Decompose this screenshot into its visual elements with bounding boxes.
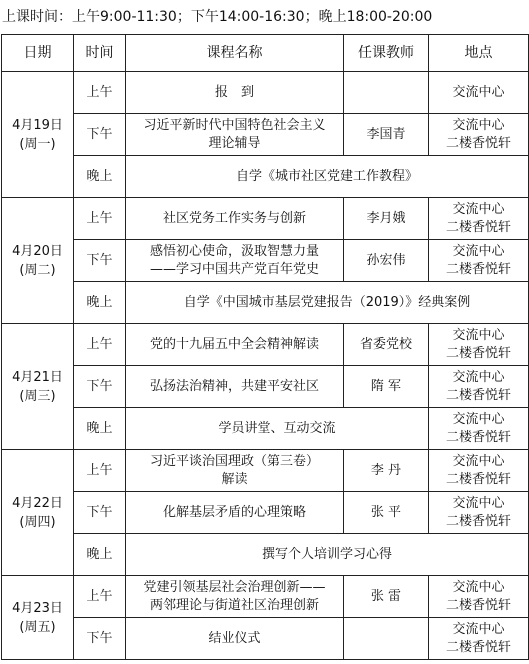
teacher-cell: 隋 军 [344,366,429,408]
col-header-date: 日期 [2,35,74,72]
teacher-cell: 省委党校 [344,324,429,366]
course-cell-wide [126,408,429,450]
time-cell: 下午 [74,114,126,156]
table-row [2,534,529,576]
table-row [2,198,529,240]
course-cell [126,198,344,240]
date-text: 4月21日 [12,369,63,385]
weekday-text: (周四) [19,514,56,530]
course-cell [126,576,344,618]
weekday-text: (周三) [19,388,56,404]
place-cell [429,72,529,114]
place-cell [429,492,529,534]
time-cell: 下午 [74,366,126,408]
course-cell [126,450,344,492]
course-line: 报 到 [214,84,254,100]
date-cell [2,576,74,660]
time-cell: 下午 [74,492,126,534]
class-time-line: 上课时间：上午9:00-11:30；下午14:00-16:30；晚上18:00-20:00 [2,9,433,25]
table-row [2,492,529,534]
teacher-cell: 张 平 [344,492,429,534]
place-line: 交流中心 [452,579,505,595]
time-cell: 上午 [74,324,126,366]
course-line: 党的十九届五中全会精神解读 [149,336,319,352]
course-line: 习近平谈治国理政（第三卷） [149,453,319,469]
place-cell [429,408,529,450]
table-row [2,72,529,114]
course-line: 社区党务工作实务与创新 [162,210,306,226]
date-text: 4月22日 [12,495,63,511]
place-line: 交流中心 [452,84,505,100]
course-line: 撰写个人培训学习心得 [261,546,392,562]
table-row [2,114,529,156]
place-line: 交流中心 [452,243,505,259]
place-line: 二楼香悦轩 [445,219,511,235]
place-line: 二楼香悦轩 [445,135,511,151]
place-cell [429,450,529,492]
course-cell-wide [126,156,529,198]
teacher-cell: 李 丹 [344,450,429,492]
place-cell [429,198,529,240]
course-line: 自学《中国城市基层党建报告（2019）》经典案例 [183,294,471,310]
col-header-place: 地点 [429,35,529,72]
time-cell: 下午 [74,240,126,282]
weekday-text: (周二) [19,262,56,278]
course-line: 两邻理论与街道社区治理创新 [149,597,319,613]
course-line: 化解基层矛盾的心理策略 [162,504,306,520]
date-cell [2,450,74,576]
table-row [2,618,529,660]
teacher-cell [344,618,429,660]
course-cell-wide [126,282,529,324]
teacher-cell: 李国青 [344,114,429,156]
course-line: 理论辅导 [208,135,261,151]
time-cell: 晚上 [74,156,126,198]
course-cell [126,324,344,366]
place-cell [429,324,529,366]
course-cell [126,114,344,156]
table-row [2,240,529,282]
teacher-cell [344,72,429,114]
place-line: 交流中心 [452,369,505,385]
weekday-text: (周一) [19,136,56,152]
course-cell [126,72,344,114]
place-cell [429,240,529,282]
date-cell [2,72,74,198]
time-cell: 上午 [74,72,126,114]
course-cell [126,492,344,534]
course-line: 党建引领基层社会治理创新—— [143,579,326,595]
course-cell [126,366,344,408]
course-line: ——学习中国共产党百年党史 [149,261,319,277]
time-cell: 上午 [74,450,126,492]
place-line: 二楼香悦轩 [445,597,511,613]
course-line: 学员讲堂、互动交流 [218,420,336,436]
course-cell [126,240,344,282]
place-line: 交流中心 [452,453,505,469]
table-row [2,450,529,492]
place-line: 二楼香悦轩 [445,345,511,361]
place-line: 交流中心 [452,411,505,427]
header-row [2,35,529,72]
col-header-teacher: 任课教师 [344,35,429,72]
course-line: 弘扬法治精神，共建平安社区 [149,378,319,394]
teacher-cell: 张 雷 [344,576,429,618]
date-text: 4月19日 [12,117,63,133]
course-line: 结业仪式 [208,630,261,646]
course-cell-wide [126,534,529,576]
place-cell [429,366,529,408]
weekday-text: (周五) [19,619,56,635]
place-cell [429,114,529,156]
place-line: 二楼香悦轩 [445,471,511,487]
time-cell: 上午 [74,576,126,618]
table-row [2,156,529,198]
course-cell [126,618,344,660]
place-line: 二楼香悦轩 [445,513,511,529]
course-line: 习近平新时代中国特色社会主义 [143,117,326,133]
table-row [2,366,529,408]
table-row [2,282,529,324]
date-text: 4月23日 [12,600,63,616]
time-cell: 晚上 [74,534,126,576]
time-cell: 下午 [74,618,126,660]
course-line: 解读 [221,471,248,487]
schedule-table [1,34,529,660]
table-row [2,576,529,618]
place-line: 交流中心 [452,495,505,511]
date-cell [2,198,74,324]
date-text: 4月20日 [12,243,63,259]
course-line: 自学《城市社区党建工作教程》 [235,168,418,184]
course-line: 感悟初心使命，汲取智慧力量 [149,243,319,259]
teacher-cell: 孙宏伟 [344,240,429,282]
place-line: 交流中心 [452,621,505,637]
place-line: 二楼香悦轩 [445,387,511,403]
teacher-cell: 李月娥 [344,198,429,240]
col-header-course: 课程名称 [126,35,344,72]
place-line: 交流中心 [452,117,505,133]
time-cell: 晚上 [74,282,126,324]
place-line: 二楼香悦轩 [445,429,511,445]
time-cell: 晚上 [74,408,126,450]
col-header-time: 时间 [74,35,126,72]
place-line: 交流中心 [452,327,505,343]
place-line: 交流中心 [452,201,505,217]
place-cell [429,618,529,660]
place-cell [429,576,529,618]
table-row [2,324,529,366]
place-line: 二楼香悦轩 [445,261,511,277]
date-cell [2,324,74,450]
time-cell: 上午 [74,198,126,240]
table-row [2,408,529,450]
place-line: 二楼香悦轩 [445,639,511,655]
